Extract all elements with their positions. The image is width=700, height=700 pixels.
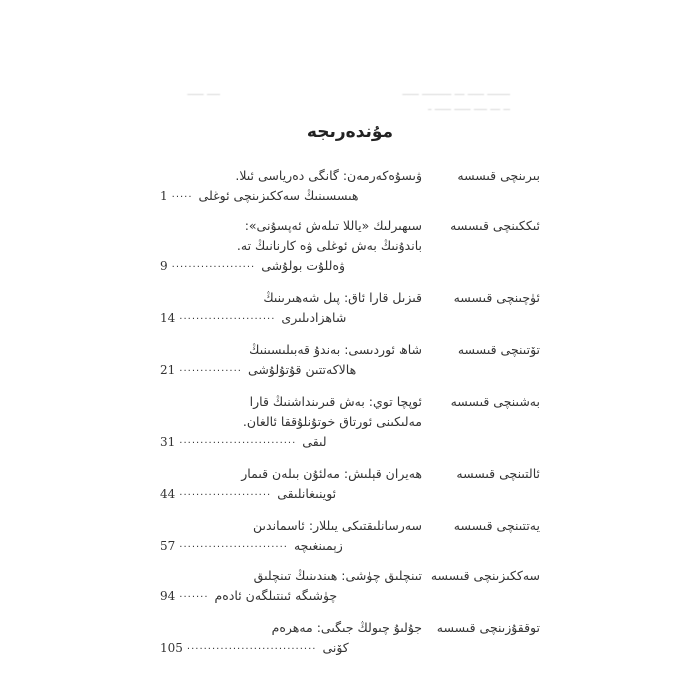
toc-entry [160, 618, 540, 660]
toc-entry [160, 288, 540, 330]
title-last-line [160, 586, 422, 608]
chapter-label: ئىككىنچى قىسسە [450, 218, 540, 233]
page-title: مۇندەرىجە [306, 122, 394, 142]
title-line: باندۇنىڭ بەش ئوغلى ۋە كارنانىڭ تە. [236, 238, 422, 253]
title-line: شاھزادىلىرى [281, 310, 347, 325]
chapter-label: ئالتىنچى قىسسە [456, 466, 540, 481]
title-line: چۈشىگە ئىنتىلگەن ئادەم [214, 588, 338, 603]
title-line: ئوپچا توي: بەش قىرىنداشنىڭ قارا [249, 394, 422, 409]
title-line: ھىسسىنىڭ سەككىزىنچى ئوغلى [198, 188, 359, 203]
title-line: تىنچلىق چۈشى: ھىندىنىڭ تىنچلىق [253, 568, 422, 583]
chapter-label: سەككىزىنچى قىسسە [430, 568, 540, 583]
chapter-label: بەشىنچى قىسسە [450, 394, 540, 409]
chapter-title [160, 392, 422, 454]
toc-entry [160, 392, 540, 454]
bleed-line: ـــــــ ـــــ ـــ ـــــــــ ـــــ [402, 85, 510, 98]
title-line: ھەيران قېلىش: مەلئۇن بىلەن قىمار [241, 466, 422, 481]
table-of-contents [160, 166, 540, 660]
leader-dots: ·························· [179, 542, 288, 553]
page-number: 44 [160, 487, 176, 501]
leader-dots: ··············· [179, 366, 242, 377]
title-line: ھالاكەتتىن قۇتۇلۇشى [247, 362, 357, 377]
chapter-label: بىرىنچى قىسسە [457, 168, 540, 183]
leader-dots: ······· [179, 592, 209, 603]
toc-entry [160, 216, 540, 278]
chapter-title [160, 464, 422, 506]
chapter-label: تۆتىنچى قىسسە [457, 342, 540, 357]
title-line: قىزىل قارا ئاق: پىل شەھىرىنىڭ [263, 290, 422, 305]
page-number: 9 [160, 259, 168, 273]
bleed-through-text [300, 84, 510, 114]
page-number: 31 [160, 435, 176, 449]
chapter-title [160, 618, 422, 660]
title-last-line [160, 256, 422, 278]
title-last-line [160, 308, 422, 330]
title-line: جۇلىۇ چىولڭ جىگىى: مەھرەم [271, 620, 422, 635]
title-line: لىقى [302, 434, 327, 449]
title-line: زېمىنغىچە [293, 538, 343, 553]
bleed-through-text [160, 84, 220, 99]
page-number: 105 [160, 641, 183, 655]
title-last-line [160, 432, 422, 454]
leader-dots: ···························· [179, 438, 297, 449]
chapter-title [160, 216, 422, 278]
title-line: شاھ ئوردىسى: بەندۇ قەبىلىسىنىڭ [249, 342, 422, 357]
title-line: مەلىكىنى ئورتاق خوتۇنلۇققا ئالغان. [242, 414, 422, 429]
title-line: ۋىسۇەكەرمەن: گانگى دەرياسى ئىلا. [235, 168, 422, 183]
title-line: ئوينىغانلىقى [277, 486, 337, 501]
toc-entry [160, 566, 540, 608]
chapter-label: توققۇزىنچى قىسسە [436, 620, 540, 635]
leader-dots: ···················· [171, 262, 256, 273]
chapter-title [160, 566, 422, 608]
title-last-line [160, 186, 422, 208]
page-number: 57 [160, 539, 176, 553]
bleed-line: ــــ ـــــ [187, 85, 220, 98]
chapter-title [160, 166, 422, 208]
title-line: سىھىرلىك «ياللا تىلەش ئەپسۇنى»: [244, 218, 422, 233]
toc-entry [160, 340, 540, 382]
chapter-label: يەتتىنچى قىسسە [453, 518, 540, 533]
page-number: 21 [160, 363, 176, 377]
toc-entry [160, 516, 540, 558]
leader-dots: ····· [171, 192, 193, 203]
bleed-line: ــ ـــ ــــ ـــــ ـــــ ـ [428, 100, 510, 113]
title-line: ۋەللۇت بولۇشى [261, 258, 346, 273]
chapter-title [160, 288, 422, 330]
chapter-title [160, 340, 422, 382]
page-number: 1 [160, 189, 168, 203]
leader-dots: ······················ [179, 490, 272, 501]
leader-dots: ······················· [179, 314, 276, 325]
title-last-line [160, 638, 422, 660]
title-line: كۆنى [322, 640, 349, 655]
title-last-line [160, 360, 422, 382]
leader-dots: ······························· [186, 644, 317, 655]
page-number: 14 [160, 311, 176, 325]
page-number: 94 [160, 589, 176, 603]
title-line: سەرسانلىقتىكى يىللار: ئاسماندىن [253, 518, 422, 533]
title-last-line [160, 484, 422, 506]
toc-entry [160, 464, 540, 506]
chapter-label: ئۈچىنچى قىسسە [453, 290, 540, 305]
chapter-title [160, 516, 422, 558]
title-last-line [160, 536, 422, 558]
toc-entry [160, 166, 540, 208]
